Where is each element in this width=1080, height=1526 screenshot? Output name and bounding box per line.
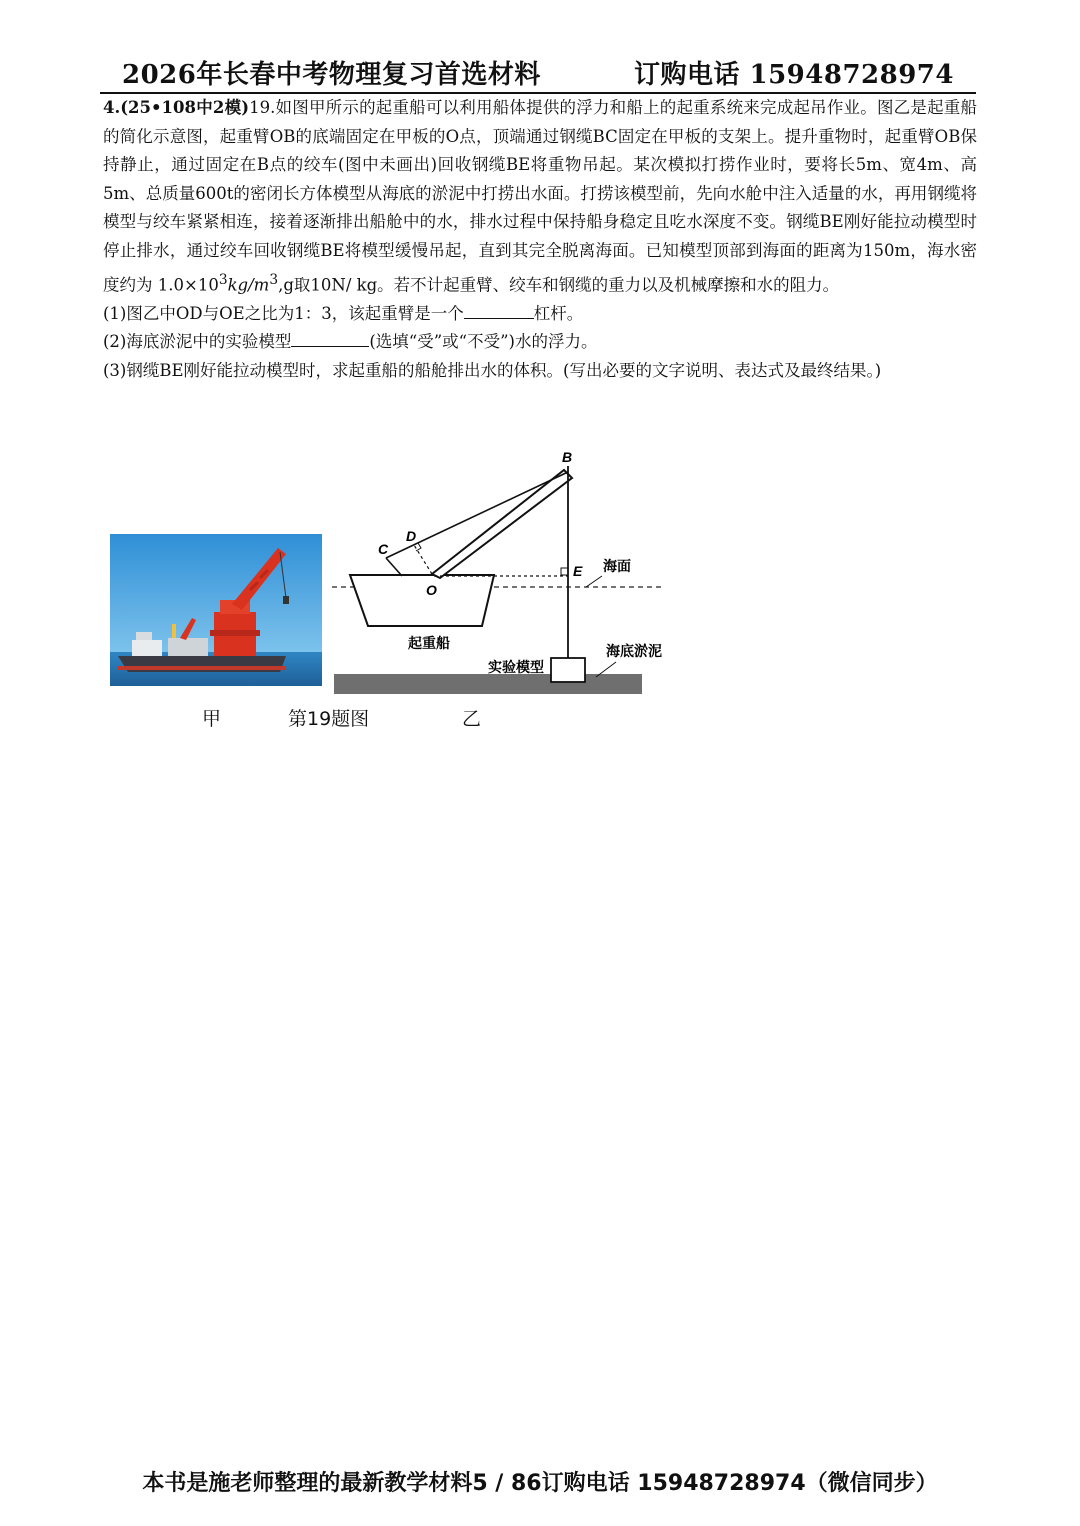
caption-jia: 甲: [202, 708, 222, 730]
support-frame: [386, 558, 402, 576]
question-text: 19.如图甲所示的起重船可以利用船体提供的浮力和船上的起重系统来完成起吊作业。图乙是起重船的简化示意图，起重臂OB的底端固定在甲板的O点，顶端通过钢缆BC固定在甲板的支架上。提升重物时，起重臂OB保持静止，通过固定在B点的绞车(图中未画出)回收钢缆BE将重物吊起。某次模拟打捞作业时，要将长5m、宽4m、高5m、总质量600t的密闭长方体模型从海底的淤泥中打捞出水面。打捞该模型前，先向水舱中注入适量的水，再用钢缆将模型与绞车紧紧相连，接着逐渐排出船舱中的水，排水过程中保持船身稳定且吃水深度不变。钢缆BE刚好能拉动模型时停止排水，通过绞车回收钢缆BE将模型缓慢吊起，直到其完全脱离海面。已知模型顶部到海面的距离为150m，海水密度约为: [103, 98, 977, 295]
sea-leader: [586, 576, 602, 587]
answer-blank-2[interactable]: [291, 328, 369, 347]
header-title: 2026年长春中考物理复习首选材料: [122, 60, 541, 90]
sub-question-1: [103, 300, 977, 329]
density-unit-exponent: 3: [269, 271, 279, 288]
label-seabed: 海底淤泥: [606, 643, 662, 659]
sub-question-3: (3)钢缆BE刚好能拉动模型时，求起重船的船舱排出水的体积。(写出必要的文字说明、表达式及最终结果。): [103, 360, 882, 380]
caption-figure: 第19题图: [288, 708, 370, 730]
sub-question-2: [103, 328, 977, 357]
sub-question-2-text: (2)海底淤泥中的实验模型: [103, 332, 292, 352]
crane-ship-photo: [110, 534, 322, 686]
sub-question-1-text: (1)图乙中OD与OE之比为1：3，该起重臂是一个: [103, 303, 464, 323]
sub-question-2-tail: (选填“受”或“不受”)水的浮力。: [369, 332, 598, 352]
density-value: 1.0×10: [157, 275, 219, 295]
label-ship: 起重船: [408, 635, 450, 651]
density-unit: kg/m: [227, 275, 270, 295]
label-c: C: [378, 541, 389, 557]
boom-ob: [432, 470, 572, 578]
label-o: O: [426, 582, 437, 598]
question-text-end: ,g取10N/ kg。若不计起重臂、绞车和钢缆的重力以及机械摩擦和水的阻力。: [278, 275, 840, 295]
label-d: D: [406, 528, 417, 544]
label-b: B: [562, 449, 573, 465]
caption-yi: 乙: [462, 708, 482, 730]
crane-diagram: [328, 440, 678, 700]
seabed-mud: [334, 674, 642, 694]
label-model: 实验模型: [488, 659, 544, 675]
question-number: 4.(25•108中2模): [103, 98, 250, 117]
crane-diagram-svg: [328, 440, 678, 700]
right-angle-e: [561, 568, 568, 575]
density-exponent: 3: [218, 271, 228, 288]
question-stem: [103, 94, 977, 300]
header-phone: 订购电话 15948728974: [633, 60, 954, 90]
page-header: [100, 48, 976, 94]
label-e: E: [573, 563, 583, 579]
label-sea-surface: 海面: [603, 558, 631, 574]
answer-blank-1[interactable]: [464, 300, 534, 319]
perpendicular-od: [414, 545, 432, 574]
crane-ship-photo-svg: [110, 534, 322, 686]
sub-question-1-tail: 杠杆。: [533, 303, 584, 323]
ship-hull: [350, 575, 494, 626]
question-block: [103, 94, 977, 385]
experiment-model: [551, 658, 585, 682]
page-footer: 本书是施老师整理的最新教学材料5 / 86订购电话 15948728974（微信同步）: [142, 1471, 938, 1496]
